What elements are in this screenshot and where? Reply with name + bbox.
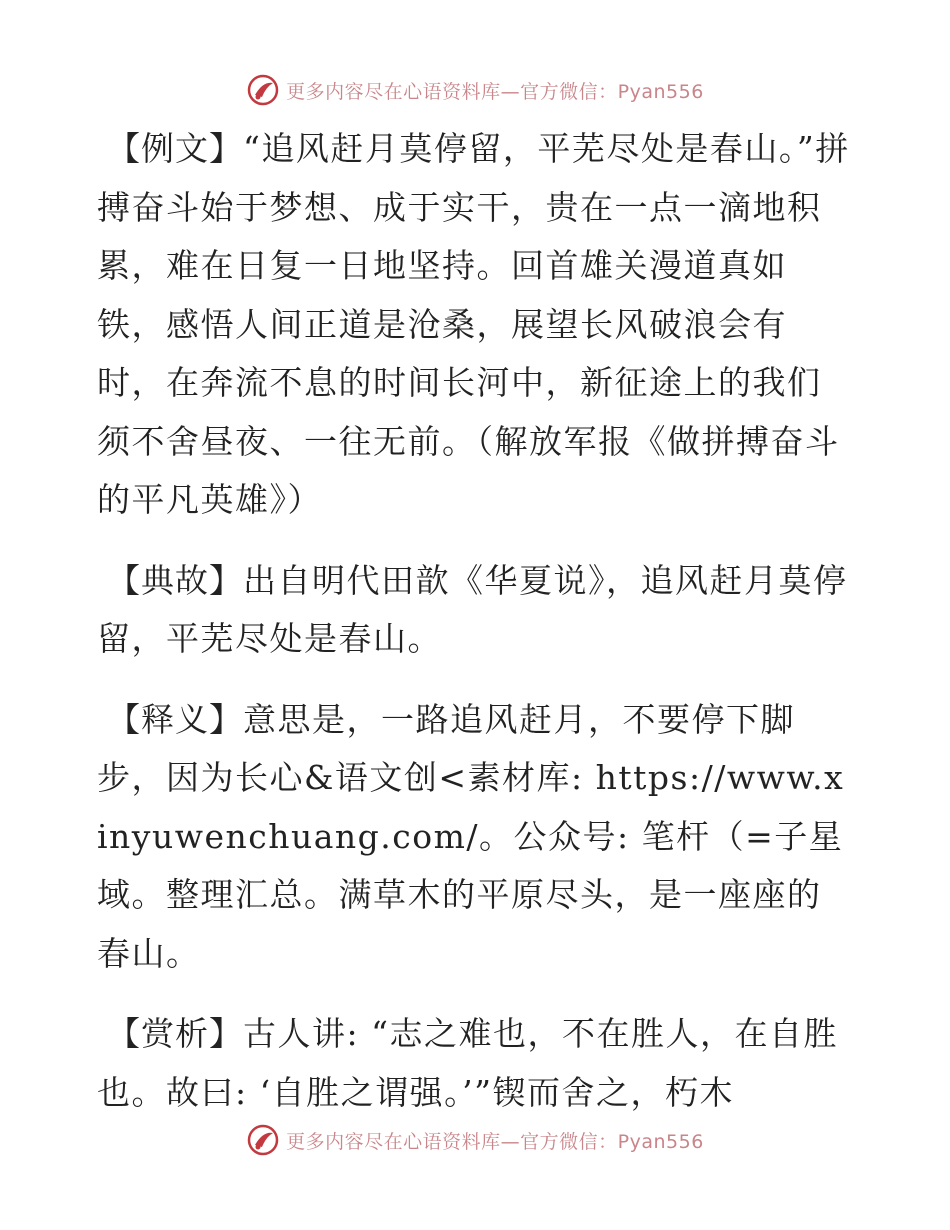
paragraph-label: 【例文】 xyxy=(107,129,243,168)
paragraph-allusion xyxy=(97,552,853,669)
paragraph-meaning xyxy=(97,691,853,984)
paragraph-appreciation xyxy=(97,1005,853,1122)
paragraph-text: “追风赶月莫停留，平芜尽处是春山。”拼搏奋斗始于梦想、成于实干，贵在一点一滴地积累，难在日复一日地坚持。回首雄关漫道真如铁，感悟人间正道是沧桑，展望长风破浪会有时，在奔流不息的时间长河中，新征途上的我们须不舍昼夜、一往无前。（解放军报《做拼搏奋斗的平凡英雄》） xyxy=(97,129,850,519)
header-banner xyxy=(0,70,950,110)
footer-banner xyxy=(0,1120,950,1160)
paragraph-label: 【释义】 xyxy=(107,699,243,739)
paragraph-label: 【典故】 xyxy=(107,560,243,600)
brand-logo-icon xyxy=(246,73,280,107)
footer-banner-text: 更多内容尽在心语资料库—官方微信：Pyan556 xyxy=(286,1130,704,1153)
document-body xyxy=(97,120,853,1144)
paragraph-text: 古人讲: “志之难也，不在胜人，在自胜也。故曰: ‘自胜之谓强。’”锲而舍之，朽木 xyxy=(97,1014,838,1112)
brand-logo-icon xyxy=(246,1123,280,1157)
paragraph-text: 出自明代田歆《华夏说》，追风赶月莫停留，平芜尽处是春山。 xyxy=(97,560,848,658)
paragraph-example xyxy=(97,120,853,530)
header-banner-text: 更多内容尽在心语资料库—官方微信：Pyan556 xyxy=(286,80,704,103)
paragraph-text: 意思是，一路追风赶月，不要停下脚步，因为长心&语文创<素材库: https://www.xinyuwenchuang.com/。公众号: 笔杆（=子星域。整理汇总。满草木的平原尽头，是一座座的春山。 xyxy=(97,699,845,973)
paragraph-label: 【赏析】 xyxy=(107,1014,243,1053)
